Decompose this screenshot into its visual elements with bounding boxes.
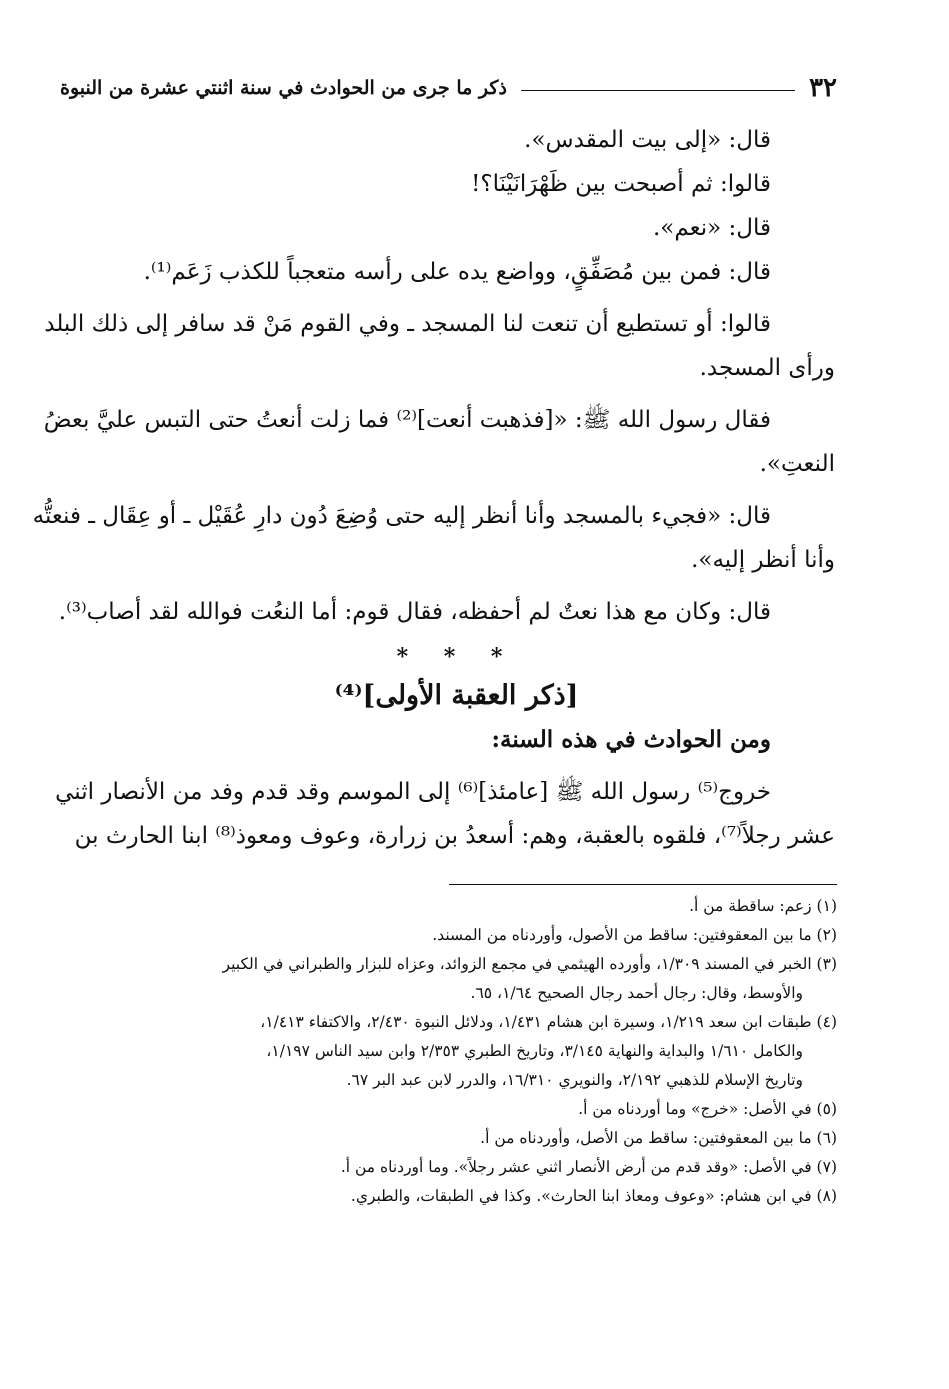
- running-title: ذكر ما جرى من الحوادث في سنة اثنتي عشرة من النبوة: [60, 77, 507, 99]
- section-separator: * * *: [396, 644, 517, 670]
- paragraph-line: خروج⁽⁵⁾ رسول الله ﷺ [عامئذ]⁽⁶⁾ إلى الموسم وقد قدم وفد من الأنصار اثني: [55, 779, 771, 805]
- footnote-continuation: والأوسط، وقال: رجال أحمد رجال الصحيح ١/٦٤، ٦٥.: [470, 984, 803, 1002]
- footnote: (٦) ما بين المعقوفتين: ساقط من الأصل، وأوردناه من أ.: [480, 1129, 837, 1147]
- paragraph: [43, 398, 835, 486]
- paragraph-line: قال: «فجيء بالمسجد وأنا أنظر إليه حتى وُضِعَ دُون دارِ عُقَيْل ـ أو عِقَال ـ فنعتُّه: [32, 503, 771, 529]
- footnote: (٣) الخبر في المسند ١/٣٠٩، وأورده الهيثمي في مجمع الزوائد، وعزاه للبزار والطبراني في الكبير: [222, 955, 837, 973]
- dialogue-line: قال: فمن بين مُصَفِّقٍ، وواضع يده على رأسه متعجباً للكذب زَعَم⁽¹⁾.: [143, 259, 771, 285]
- paragraph: [55, 770, 835, 858]
- section-heading: [ذكر العقبة الأولى]⁽⁴⁾: [334, 680, 579, 711]
- paragraph-line: وأنا أنظر إليه».: [691, 547, 835, 573]
- header-rule: [521, 90, 795, 91]
- footnote-rule: [449, 884, 837, 885]
- footnote-continuation: والكامل ١/٦١٠ والبداية والنهاية ٣/١٤٥، وتاريخ الطبري ٢/٣٥٣ وابن سيد الناس ١/١٩٧،: [266, 1042, 803, 1060]
- dialogue-line: قالوا: ثم أصبحت بين ظَهْرَانَيْنَا؟!: [471, 171, 771, 197]
- footnote: (٢) ما بين المعقوفتين: ساقط من الأصول، وأوردناه من المسند.: [432, 926, 837, 944]
- subheading: ومن الحوادث في هذه السنة:: [491, 726, 771, 753]
- page-number: ٣٢: [809, 73, 837, 103]
- paragraph-line: قالوا: أو تستطيع أن تنعت لنا المسجد ـ وفي القوم مَنْ قد سافر إلى ذلك البلد: [44, 311, 771, 337]
- page-header: [60, 68, 837, 108]
- paragraph: [58, 590, 835, 634]
- paragraph-line: ورأى المسجد.: [699, 355, 835, 381]
- footnote: (٨) في ابن هشام: «وعوف ومعاذ ابنا الحارث». وكذا في الطبقات، والطبري.: [350, 1187, 837, 1205]
- paragraph-line: النعتِ».: [759, 451, 835, 477]
- paragraph-line: قال: وكان مع هذا نعتٌ لم أحفظه، فقال قوم: أما النعُت فوالله لقد أصاب⁽³⁾.: [58, 599, 771, 625]
- dialogue-line: قال: «إلى بيت المقدس».: [524, 127, 771, 153]
- paragraph: [44, 302, 835, 390]
- footnote: (١) زعم: ساقطة من أ.: [689, 897, 837, 915]
- footnotes: [62, 892, 837, 1211]
- paragraph: [32, 494, 835, 582]
- paragraph-line: عشر رجلاً⁽⁷⁾، فلقوه بالعقبة، وهم: أسعدُ بن زرارة، وعوف ومعوذ⁽⁸⁾ ابنا الحارث بن: [74, 823, 835, 849]
- main-text: [32, 118, 835, 858]
- footnote: (٥) في الأصل: «خرج» وما أوردناه من أ.: [578, 1100, 837, 1118]
- footnote: (٤) طبقات ابن سعد ١/٢١٩، وسيرة ابن هشام ١/٤٣١، ودلائل النبوة ٢/٤٣٠، والاكتفاء ١/٤١٣،: [260, 1013, 837, 1031]
- footnote-continuation: وتاريخ الإسلام للذهبي ٢/١٩٢، والنويري ١٦/٣١٠، والدرر لابن عبد البر ٦٧.: [346, 1071, 803, 1089]
- footnote: (٧) في الأصل: «وقد قدم من أرض الأنصار اثني عشر رجلاً». وما أوردناه من أ.: [340, 1158, 837, 1176]
- paragraph-line: فقال رسول الله ﷺ: «[فذهبت أنعت]⁽²⁾ فما زلت أنعتُ حتى التبس عليَّ بعضُ: [43, 407, 771, 433]
- dialogue-line: قال: «نعم».: [652, 215, 771, 241]
